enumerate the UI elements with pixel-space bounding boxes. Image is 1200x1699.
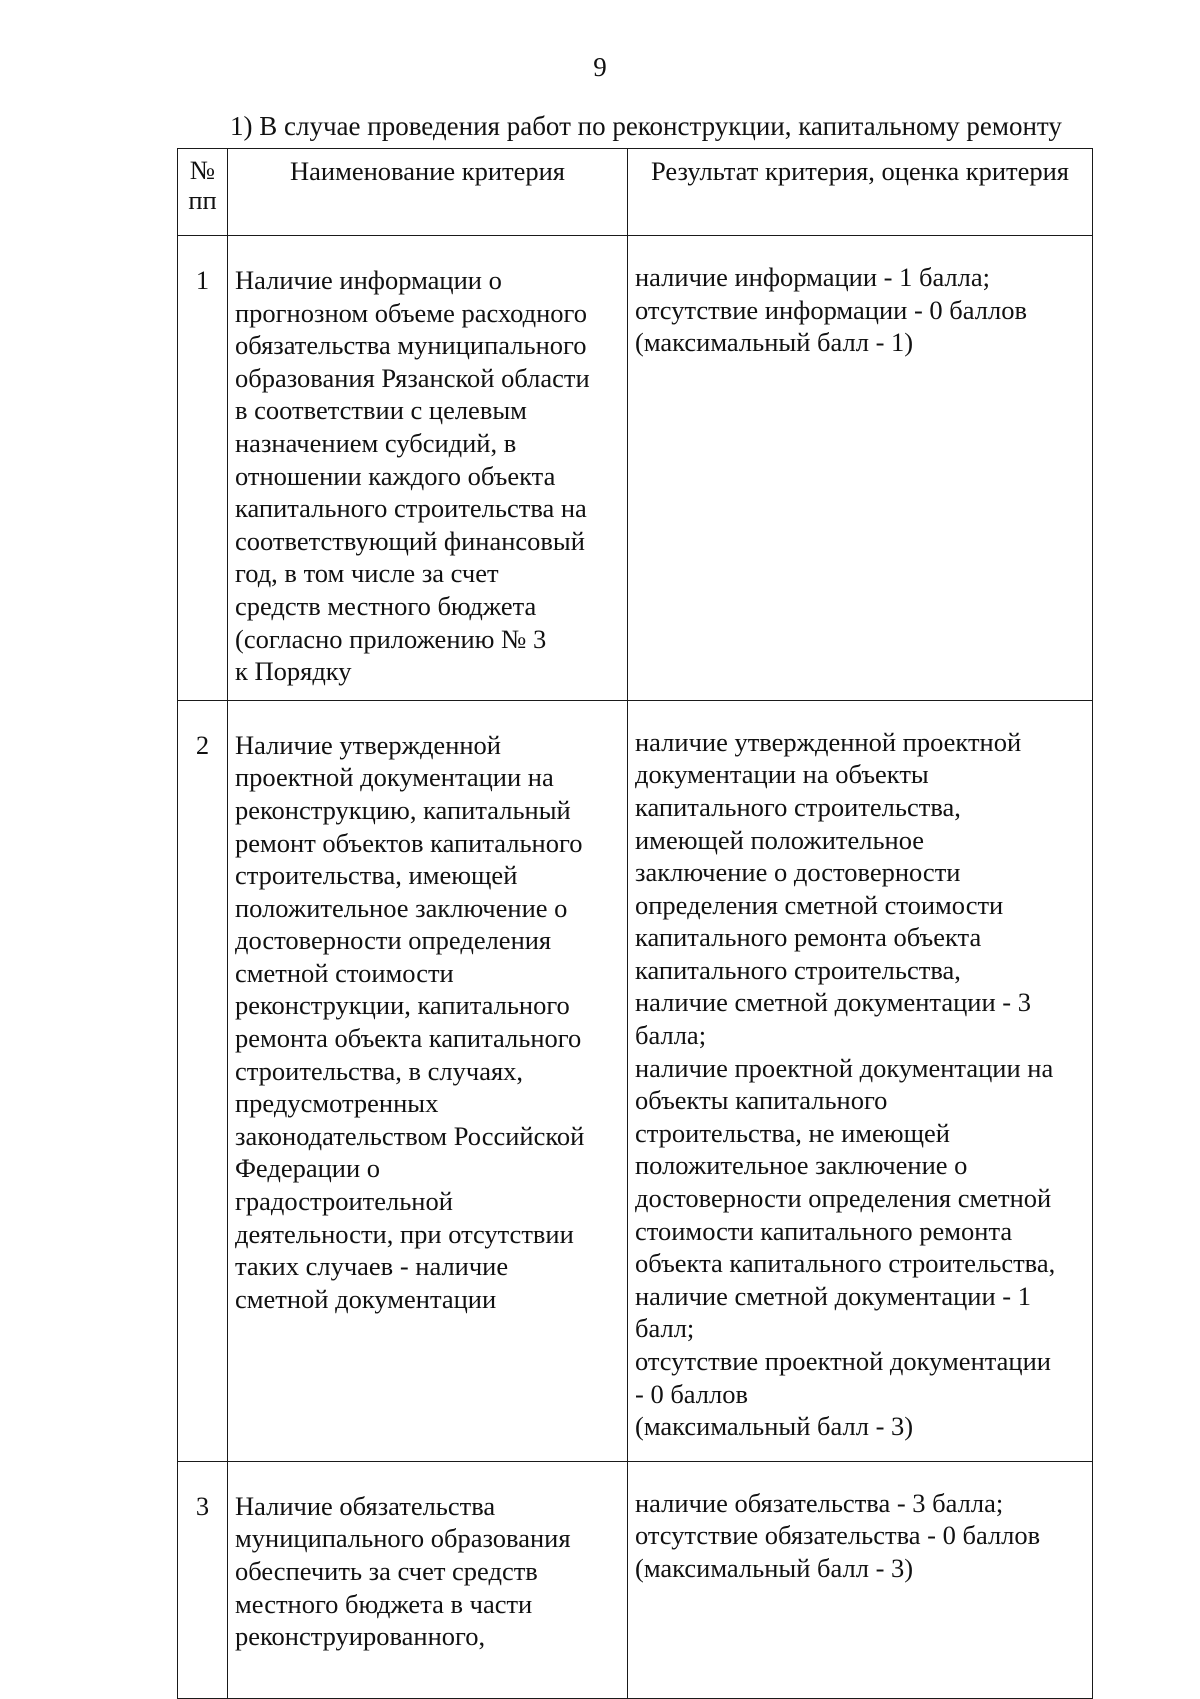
criterion-result-text: наличие информации - 1 балла; отсутствие информации - 0 баллов (максимальный балл - 1) [635,262,1027,358]
header-result [628,149,1093,236]
criterion-result [628,236,1093,701]
criterion-name-text: Наличие утвержденной проектной документации на реконструкцию, капитальный ремонт объектов капитального строительства, имеющей положительное заключение о достоверности определения сметной стоимости реконструкции, капитального ремонта объекта капитального строительства, в случаях, предусмотренных законодательством Российской Федерации о градостроительной деятельности, при отсутствии таких случаев - наличие сметной документации [235,729,585,1314]
header-name [228,149,628,236]
table-row [178,700,1093,1461]
criterion-result [628,1461,1093,1698]
criterion-result [628,700,1093,1461]
criterion-name [228,700,628,1461]
criterion-name [228,1461,628,1698]
header-number [178,149,228,236]
row-number: 1 [178,236,228,701]
criterion-result-text: наличие утвержденной проектной документации на объекты капитального строительства, имеющей положительное заключение о достоверности определения сметной стоимости капитального ремонта объекта капитального строительства, наличие сметной документации - 3 балла; наличие проектной документации на объекты капитального строительства, не имеющей положительное заключение о достоверности определения сметной стоимости капитального ремонта объекта капитального строительства, наличие сметной документации - 1 балл; отсутствие проектной документации - 0 баллов (максимальный балл - 3) [635,726,1056,1442]
table-header-row [178,149,1093,236]
header-number-label: № пп [188,155,217,215]
row-number: 3 [178,1461,228,1698]
table-row [178,236,1093,701]
criteria-table [177,148,1093,1699]
section-heading: 1) В случае проведения работ по реконструкции, капитальному ремонту [230,111,1062,141]
criterion-name [228,236,628,701]
table-row [178,1461,1093,1698]
criterion-result-text: наличие обязательства - 3 балла; отсутствие обязательства - 0 баллов (максимальный балл - 3) [635,1487,1041,1583]
criterion-name-text: Наличие информации о прогнозном объеме расходного обязательства муниципального образования Рязанской области в соответствии с целевым назначением субсидий, в отношении каждого объекта капитального строительства на соответствующий финансовый год, в том числе за счет средств местного бюджета (согласно приложению № 3 к Порядку [235,265,590,687]
row-number: 2 [178,700,228,1461]
header-name-label: Наименование критерия [290,156,565,186]
page-number: 9 [593,52,607,82]
criterion-name-text: Наличие обязательства муниципального образования обеспечить за счет средств местного бюджета в части реконструированного, [235,1490,571,1652]
header-result-label: Результат критерия, оценка критерия [651,156,1069,186]
